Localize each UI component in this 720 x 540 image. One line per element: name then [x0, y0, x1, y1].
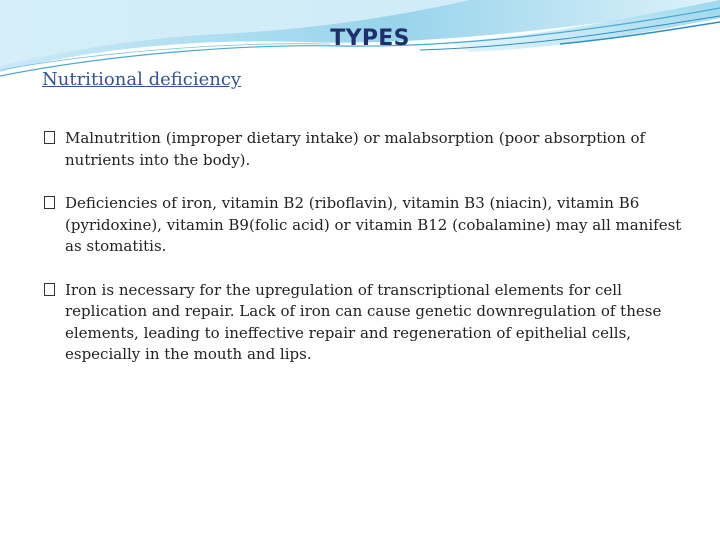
slide-subtitle: Nutritional deficiency [42, 69, 242, 90]
hollow-square-bullet-icon [44, 196, 55, 209]
hollow-square-bullet-icon [44, 131, 55, 144]
bullet-text: Iron is necessary for the upregulation of transcriptional elements for cell replication and repair. Lack of iron can cause genetic downregulation of these elements, leading to ineffective repair and regeneration of epithelial cells, especially in the mouth and lips. [65, 280, 662, 363]
hollow-square-bullet-icon [44, 283, 55, 296]
slide-title: TYPES [330, 26, 410, 51]
bullet-item [44, 280, 684, 366]
bullet-item [44, 128, 684, 171]
decorative-swoosh-header [0, 0, 720, 120]
bullet-text: Malnutrition (improper dietary intake) or malabsorption (poor absorption of nutrients into the body). [65, 129, 646, 169]
bullet-item [44, 193, 684, 258]
bullet-text: Deficiencies of iron, vitamin B2 (riboflavin), vitamin B3 (niacin), vitamin B6 (pyridoxine), vitamin B9(folic acid) or vitamin B12 (cobalamine) may all manifest as stomatitis. [65, 194, 682, 255]
bullet-list [44, 128, 684, 388]
